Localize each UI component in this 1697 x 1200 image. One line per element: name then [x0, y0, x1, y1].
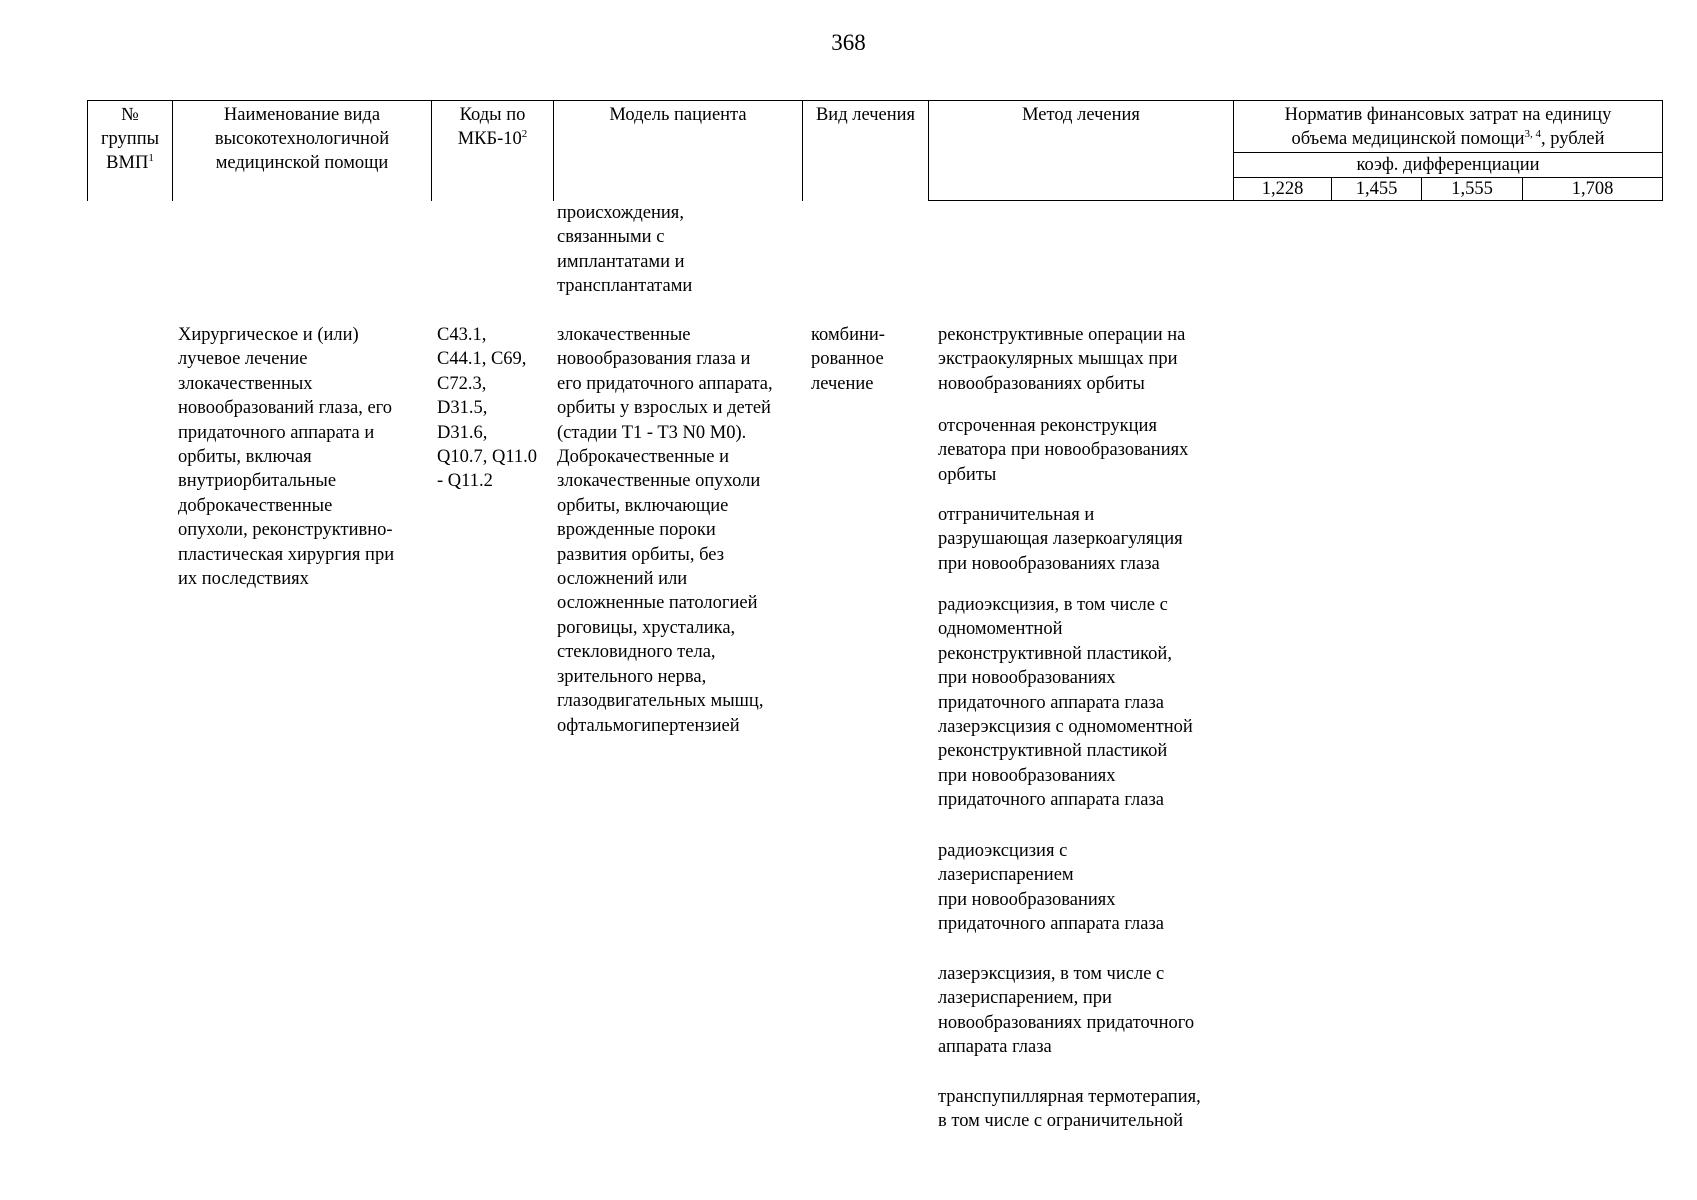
coefficient-value: 1,228 [1261, 179, 1304, 199]
treatment-method: лазерэксцизия, в том числе с лазериспарением, при новообразованиях придаточного аппарата глаза [938, 964, 1195, 1058]
table-header [87, 100, 1663, 201]
coefficient-value: 1,555 [1451, 179, 1493, 199]
header-financial-norm: Норматив финансовых затрат на единицу объема медицинской помощи$^{3, 4}$, рублей [1284, 105, 1612, 149]
icd-codes: C43.1, C44.1, C69, C72.3, D31.5, D31.6, Q10.7, Q11.0 - Q11.2 [437, 325, 538, 492]
header-treatment-type: Вид лечения [815, 105, 916, 125]
treatment-method: реконструктивные операции на экстраокулярных мышцах при новообразованиях орбиты [938, 325, 1186, 394]
treatment-method: отсроченная реконструкция леватора при новообразованиях орбиты [938, 416, 1189, 485]
treatment-method: радиоэксцизия с лазериспарением при новообразованиях придаточного аппарата глаза [938, 841, 1164, 935]
coefficient-value: 1,708 [1571, 179, 1614, 199]
treatment-method: отграничительная и разрушающая лазеркоагуляция при новообразованиях глаза [938, 505, 1183, 574]
header-treatment-method: Метод лечения [1022, 105, 1140, 125]
coefficient-value: 1,455 [1355, 179, 1398, 199]
treatment-method: транспупиллярная термотерапия, в том числе с ограничительной [938, 1087, 1201, 1132]
page-number: 368 [831, 30, 866, 55]
header-coefficient-label: коэф. дифференциации [1356, 155, 1540, 175]
patient-model: злокачественные новообразования глаза и его придаточного аппарата, орбиты у взрослых и детей (стадии T1 - T3 N0 M0). Доброкачественные и злокачественные опухоли орбиты, включающие врожденные пороки развития орбиты, без осложнений или осложненные патологией роговицы, хрусталика, стекловидного тела, зрительного нерва, глазодвигательных мышц, офтальмогипертензией [557, 325, 773, 736]
care-type-name: Хирургическое и (или) лучевое лечение злокачественных новообразований глаза, его придаточного аппарата и орбиты, включая внутриорбитальные доброкачественные опухоли, реконструктивно- пластическая хирургия при их последствиях [178, 325, 395, 590]
treatment-method: радиоэксцизия, в том числе с одномоментной реконструктивной пластикой, при новообразованиях придаточного аппарата глаза лазерэксцизия с одномоментной реконструктивной пластикой при новообразованиях придаточного аппарата глаза [938, 595, 1193, 811]
treatment-type: комбини- рованное лечение [811, 325, 885, 394]
header-patient-model: Модель пациента [609, 105, 747, 125]
header-icd-codes: Коды по МКБ-$10^2$ [457, 105, 528, 149]
header-group-number: № группы ВМП$^1$ [100, 105, 160, 173]
continuation-patient-model: происхождения, связанными с имплантатами и трансплантатами [557, 203, 693, 297]
header-care-type-name: Наименование вида высокотехнологичной медицинской помощи [214, 105, 390, 173]
